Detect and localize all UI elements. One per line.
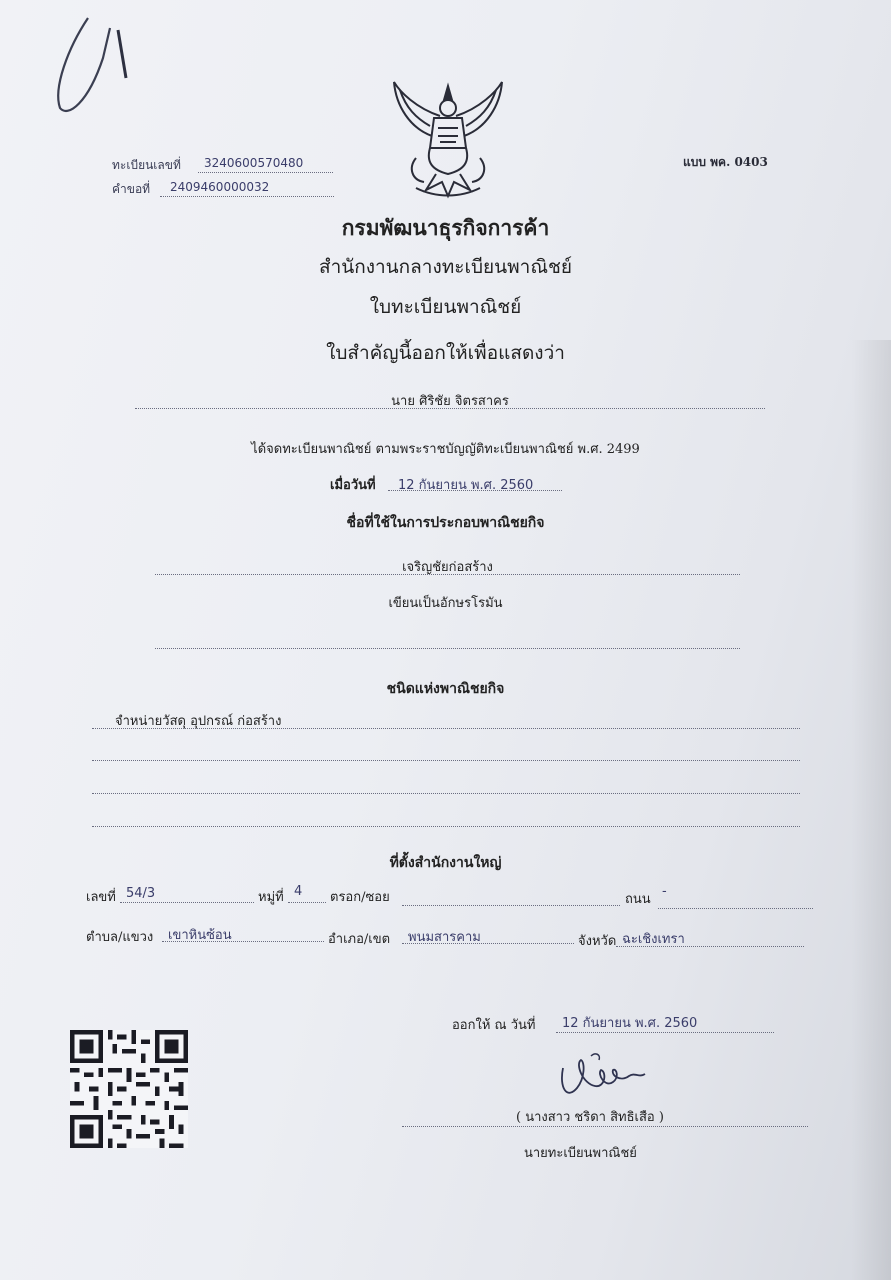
address-moo-value: 4 bbox=[294, 884, 303, 899]
address-tambon-dotline bbox=[162, 941, 324, 942]
address-soi-label: ตรอก/ซอย bbox=[330, 890, 390, 905]
registrar-signature-icon bbox=[555, 1048, 655, 1103]
req-no-value: 2409460000032 bbox=[170, 180, 270, 194]
address-moo-label: หมู่ที่ bbox=[258, 890, 284, 905]
req-no-label: คำขอที่ bbox=[112, 182, 151, 196]
address-province-value: ฉะเชิงเทรา bbox=[622, 932, 685, 947]
address-amphoe-label: อำเภอ/เขต bbox=[328, 932, 391, 947]
business-name-value: เจริญชัยก่อสร้าง bbox=[402, 560, 493, 575]
address-label: ที่ตั้งสำนักงานใหญ่ bbox=[389, 855, 502, 871]
registration-date-dotline bbox=[388, 490, 562, 491]
document-title: ใบทะเบียนพาณิชย์ bbox=[369, 296, 522, 318]
garuda-emblem-icon bbox=[386, 78, 510, 202]
signatory-name: ( นางสาว ชริดา สิทธิเสือ ) bbox=[516, 1110, 664, 1125]
reg-no-value: 3240600570480 bbox=[204, 156, 304, 170]
registration-date-value: 12 กันยายน พ.ศ. 2560 bbox=[398, 478, 534, 493]
registrant-dotline bbox=[135, 408, 765, 409]
reg-no-dotline bbox=[198, 172, 333, 173]
business-type-dotline-4 bbox=[92, 826, 800, 827]
registration-date-label: เมื่อวันที่ bbox=[330, 478, 376, 493]
roman-name-label: เขียนเป็นอักษรโรมัน bbox=[388, 596, 503, 611]
address-road-label: ถนน bbox=[625, 892, 651, 907]
business-type-value: จำหน่ายวัสดุ อุปกรณ์ ก่อสร้าง bbox=[115, 714, 282, 729]
signatory-title: นายทะเบียนพาณิชย์ bbox=[524, 1146, 637, 1161]
registration-law-text: ได้จดทะเบียนพาณิชย์ ตามพระราชบัญญัติทะเบียนพาณิชย์ พ.ศ. 2499 bbox=[251, 442, 640, 457]
address-road-dotline bbox=[658, 908, 813, 909]
department-title: กรมพัฒนาธุรกิจการค้า bbox=[341, 215, 550, 240]
business-name-dotline bbox=[155, 574, 740, 575]
address-moo-dotline bbox=[288, 902, 326, 903]
address-tambon-label: ตำบล/แขวง bbox=[86, 930, 154, 945]
address-tambon-value: เขาหินซ้อน bbox=[168, 928, 232, 943]
business-type-dotline-3 bbox=[92, 793, 800, 794]
issue-date-value: 12 กันยายน พ.ศ. 2560 bbox=[562, 1016, 698, 1031]
address-soi-dotline bbox=[402, 905, 620, 906]
signatory-dotline bbox=[402, 1126, 808, 1127]
registrant-name: นาย ศิริชัย จิตรสาคร bbox=[391, 394, 509, 409]
business-type-dotline-1 bbox=[92, 728, 800, 729]
issue-date-label: ออกให้ ณ วันที่ bbox=[452, 1018, 536, 1033]
business-type-label: ชนิดแห่งพาณิชยกิจ bbox=[386, 681, 505, 697]
roman-name-dotline bbox=[155, 648, 740, 649]
form-code: แบบ พค. 0403 bbox=[683, 155, 768, 169]
address-amphoe-value: พนมสารคาม bbox=[408, 930, 481, 945]
address-road-value: - bbox=[662, 884, 667, 899]
qr-code-icon bbox=[70, 1030, 188, 1148]
address-no-label: เลขที่ bbox=[86, 890, 116, 905]
intro-text: ใบสำคัญนี้ออกให้เพื่อแสดงว่า bbox=[326, 342, 565, 364]
address-province-label: จังหวัด bbox=[578, 934, 617, 949]
address-province-dotline bbox=[616, 946, 804, 947]
business-type-dotline-2 bbox=[92, 760, 800, 761]
issue-date-dotline bbox=[556, 1032, 774, 1033]
reg-no-label: ทะเบียนเลขที่ bbox=[112, 158, 181, 172]
paperclip-mark-icon bbox=[48, 8, 133, 118]
req-no-dotline bbox=[160, 196, 334, 197]
address-amphoe-dotline bbox=[402, 943, 574, 944]
office-title: สำนักงานกลางทะเบียนพาณิชย์ bbox=[318, 256, 573, 278]
address-no-dotline bbox=[120, 902, 254, 903]
business-name-label: ชื่อที่ใช้ในการประกอบพาณิชยกิจ bbox=[346, 515, 545, 531]
paper-fold-shadow bbox=[851, 340, 891, 1280]
address-no-value: 54/3 bbox=[126, 886, 156, 901]
